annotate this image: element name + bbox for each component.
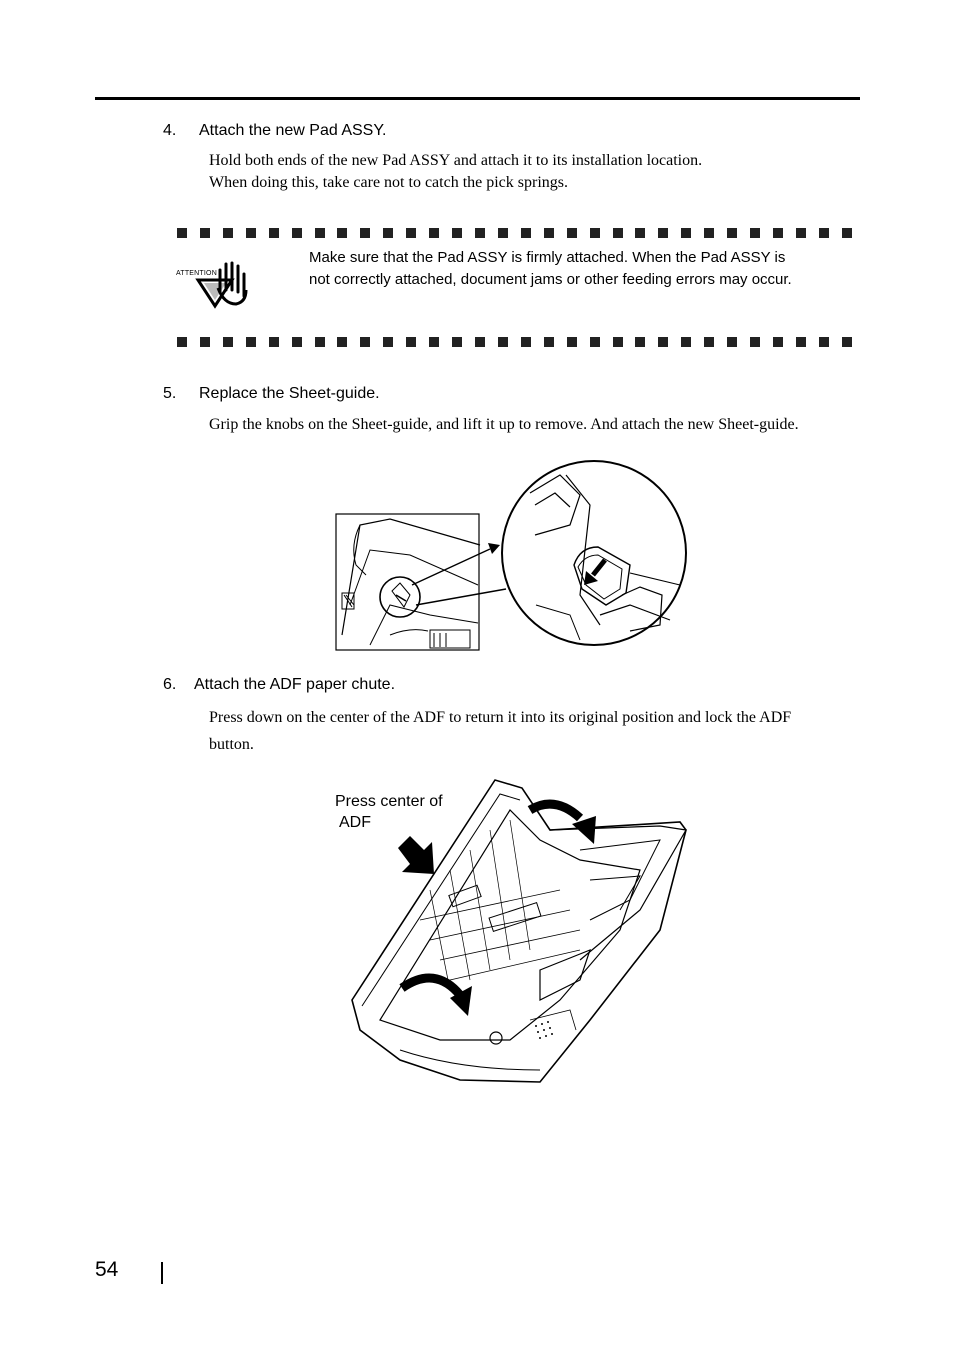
step-4-line-2: When doing this, take care not to catch the pick springs. — [209, 174, 569, 191]
step-4-number: 4. — [163, 122, 177, 139]
press-arrow-icon — [398, 836, 434, 874]
attention-label: ATTENTION — [176, 270, 217, 277]
step-4-body — [209, 150, 702, 194]
adf-scanner-illustration — [340, 770, 700, 1090]
attention-icon — [174, 258, 254, 310]
top-curved-arrow-icon — [572, 816, 596, 844]
step-6-body — [209, 704, 791, 758]
bottom-curved-arrow-line — [402, 978, 460, 995]
attention-message — [309, 247, 792, 291]
step-6-number: 6. — [163, 676, 177, 693]
footer-divider — [161, 1262, 163, 1284]
vent-pattern — [535, 1021, 553, 1039]
page-number: 54 — [95, 1258, 119, 1281]
step-5-body — [209, 414, 799, 436]
hand-warning-icon — [174, 258, 254, 310]
step-4-title: Attach the new Pad ASSY. — [199, 122, 387, 139]
step-6-heading — [163, 676, 395, 694]
step-5-heading — [163, 385, 380, 403]
header-rule — [95, 97, 860, 100]
step-4-line-1: Hold both ends of the new Pad ASSY and attach it to its installation location. — [209, 152, 703, 169]
top-curved-arrow-line — [530, 804, 580, 818]
step-6-line-1: Press down on the center of the ADF to return it into its original position and lock the ADF — [209, 709, 792, 726]
attention-border-bottom — [177, 337, 852, 347]
step-5-title: Replace the Sheet-guide. — [199, 385, 380, 402]
attention-border-top — [177, 228, 852, 238]
step-6-title: Attach the ADF paper chute. — [194, 676, 396, 693]
magnified-view-circle — [502, 461, 686, 645]
sheet-guide-illustration — [330, 455, 695, 655]
attention-line-2: not correctly attached, document jams or other feeding errors may occur. — [309, 271, 792, 288]
magnify-arrow-icon — [488, 543, 500, 554]
step-5-line-1: Grip the knobs on the Sheet-guide, and lift it up to remove. And attach the new Sheet-guide. — [209, 416, 799, 433]
attention-line-1: Make sure that the Pad ASSY is firmly attached. When the Pad ASSY is — [309, 249, 786, 266]
step-5-number: 5. — [163, 385, 177, 402]
adf-label-line-1: Press center of — [335, 793, 443, 810]
step-4-heading — [163, 122, 386, 140]
step-6-line-2: button. — [209, 736, 254, 753]
adf-label-line-2: ADF — [339, 814, 371, 831]
